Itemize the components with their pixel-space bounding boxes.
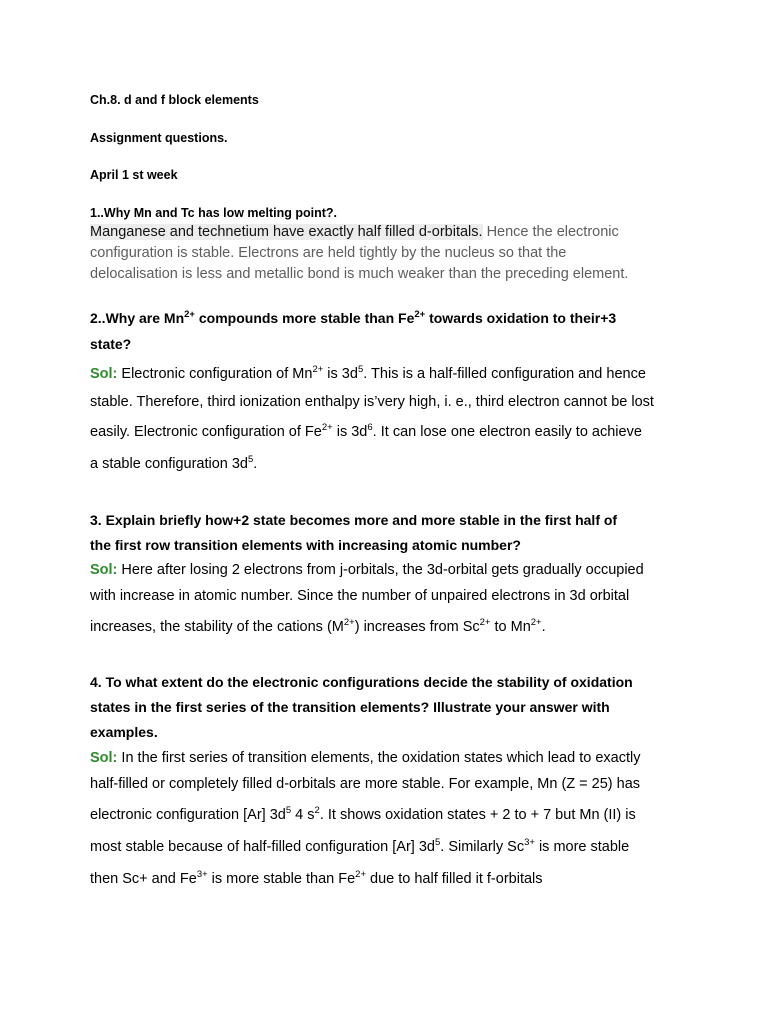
answer-2-line-1: Sol: Electronic configuration of $Mn^{2+}$ is $3d^5$. This is a half-filled configuration and hence [90, 364, 646, 382]
week-label: April 1 st week [90, 168, 178, 182]
question-3-line-1: 3. Explain briefly how+2 state becomes more and more stable in the first half of [90, 512, 618, 528]
question-1: 1..Why Mn and Tc has low melting point?. [90, 206, 337, 220]
sol-label: Sol: [90, 366, 118, 382]
question-4-line-1: 4. To what extent do the electronic configurations decide the stability of oxidation [90, 674, 633, 690]
sol-label: Sol: [90, 750, 118, 766]
answer-3-line-3: increases, the stability of the cations $(M^{2+})$ increases from $Sc^{2+}$ to $Mn^{2+}$. [90, 617, 546, 635]
answer-1-line-2: configuration is stable. Electrons are held tightly by the nucleus so that the [90, 245, 567, 261]
answer-4-line-1: Sol: In the first series of transition elements, the oxidation states which lead to exactly [90, 750, 641, 766]
question-4-line-3: examples. [90, 724, 158, 740]
question-2-line-1: 2..Why are $Mn^{2+}$ compounds more stable than $Fe^{2+}$ towards oxidation to their+3 [90, 309, 617, 326]
answer-2-line-4: a stable configuration $3d^5$. [90, 454, 258, 472]
answer-1-line-3: delocalisation is less and metallic bond is much weaker than the preceding element. [90, 266, 629, 282]
highlighted-text: Manganese and technetium have exactly half filled d-orbitals. [90, 224, 483, 240]
assignment-heading: Assignment questions. [90, 131, 228, 145]
answer-3-line-1: Sol: Here after losing 2 electrons from j-orbitals, the 3d-orbital gets gradually occupied [90, 562, 644, 578]
chapter-title: Ch.8. d and f block elements [90, 93, 259, 107]
answer-4-line-3: electronic configuration [Ar] $3d^5$ 4 $s^2$. It shows oxidation states + 2 to + 7 but Mn (II) is [90, 805, 636, 823]
question-2-line-2: state? [90, 336, 132, 352]
sol-label: Sol: [90, 562, 118, 578]
answer-4-line-4: most stable because of half-filled configuration [Ar] $3d^5$. Similarly $Sc^{3+}$ is more stable [90, 837, 630, 855]
question-4-line-2: states in the first series of the transition elements? Illustrate your answer with [90, 699, 610, 715]
answer-3-line-2: with increase in atomic number. Since the number of unpaired electrons in 3d orbital [90, 588, 630, 604]
answer-2-line-3: easily. Electronic configuration of $Fe^{2+}$ is $3d^6$. It can lose one electron easily to achieve [90, 422, 642, 440]
answer-1-line-1: Manganese and technetium have exactly half filled d-orbitals. Hence the electronic [90, 224, 619, 240]
answer-2-line-2: stable. Therefore, third ionization enthalpy is’very high, i. e., third electron cannot be lost [90, 394, 654, 410]
answer-4-line-5: then Sc+ and $Fe^{3+}$ is more stable than $Fe^{2+}$ due to half filled it f-orbitals [90, 869, 543, 887]
question-3-line-2: the first row transition elements with increasing atomic number? [90, 537, 521, 553]
answer-4-line-2: half-filled or completely filled d-orbitals are more stable. For example, Mn (Z = 25) has [90, 776, 641, 792]
